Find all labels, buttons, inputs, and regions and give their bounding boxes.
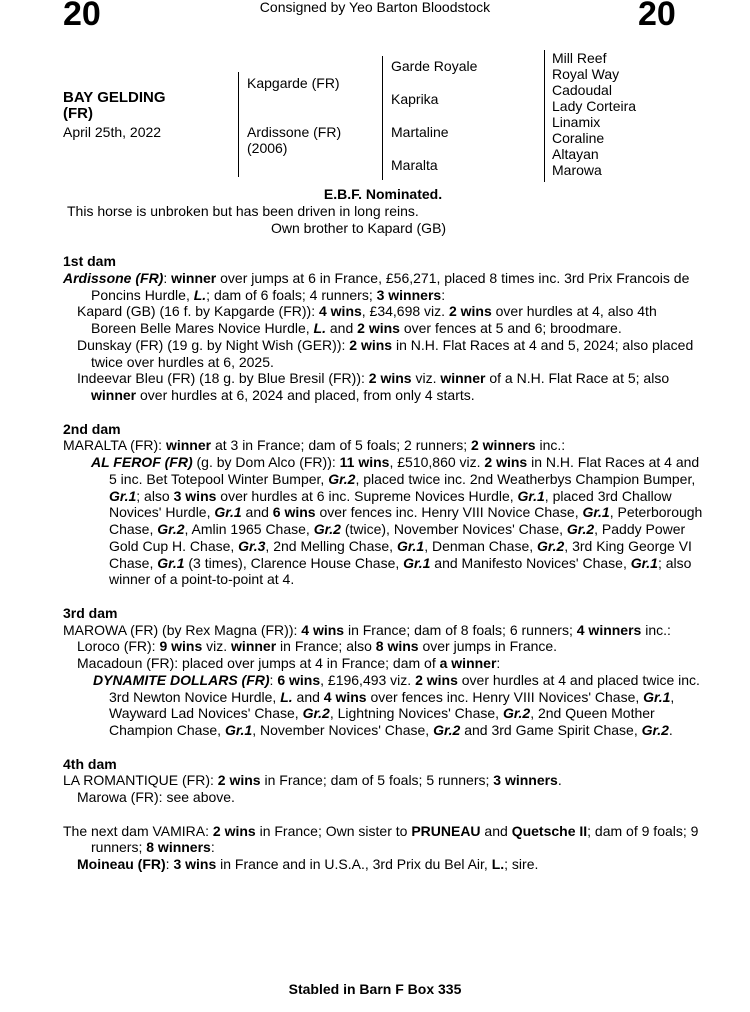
third-dam-paragraph: MAROWA (FR) (by Rex Magna (FR)): 4 wins in France; dam of 8 foals; 6 runners; 4 winners inc.: — [63, 621, 671, 638]
pedigree-great-grandparents — [552, 50, 636, 178]
pedigree-divider — [544, 50, 545, 182]
pedigree-sire: Kapgarde (FR) — [247, 75, 340, 91]
pedigree-ancestor: Coraline — [552, 130, 605, 146]
produce-record: Moineau (FR): 3 wins in France and in U.S.A., 3rd Prix du Bel Air, L.; sire. — [77, 856, 539, 872]
pedigree-dam-year: (2006) — [247, 140, 288, 156]
produce-record: Marowa (FR): see above. — [77, 789, 235, 805]
third-dam-heading: 3rd dam — [63, 604, 118, 621]
fourth-dam-heading: 4th dam — [63, 755, 117, 772]
pedigree-grandparent: Martaline — [391, 124, 449, 140]
ebf-note: E.B.F. Nominated. — [323, 186, 443, 202]
stabling-note: Stabled in Barn F Box 335 — [288, 981, 462, 997]
consignor: Consigned by Yeo Barton Bloodstock — [259, 0, 491, 15]
second-dam-paragraph: MARALTA (FR): winner at 3 in France; dam of 5 foals; 2 runners; 2 winners inc.: — [63, 437, 566, 454]
produce-record: Kapard (GB) (16 f. by Kapgarde (FR)): 4 wins, £34,698 viz. 2 wins over hurdles at 4, also 4th Boreen Belle Mares Novice Hurdle, L. and 2 wins over fences at 5 and 6; broodmare. — [77, 303, 657, 336]
pedigree-grandparent: Maralta — [391, 157, 438, 173]
pedigree-grandparent: Kaprika — [391, 91, 439, 107]
next-dam-paragraph: The next dam VAMIRA: 2 wins in France; Own sister to PRUNEAU and Quetsche II; dam of 9 foals; 9 runners; 8 winners: — [63, 822, 699, 856]
pedigree-ancestor: Linamix — [552, 114, 601, 130]
pedigree-ancestor: Royal Way — [552, 66, 620, 82]
pedigree-ancestor: Cadoudal — [552, 82, 612, 98]
lot-number-left: 20 — [63, 0, 101, 33]
unbroken-note: This horse is unbroken but has been driven in long reins. — [67, 202, 419, 219]
produce-record: Loroco (FR): 9 wins viz. winner in France; also 8 wins over jumps in France. — [77, 638, 558, 655]
brother-note: Own brother to Kapard (GB) — [271, 219, 447, 236]
produce-record: Dunskay (FR) (19 g. by Night Wish (GER)): 2 wins in N.H. Flat Races at 4 and 5, 2024; also placed twice over hurdles at 6, 2025. — [77, 336, 694, 370]
fourth-dam-paragraph: LA ROMANTIQUE (FR): 2 wins in France; dam of 5 foals; 5 runners; 3 winners. — [63, 772, 562, 789]
produce-record: DYNAMITE DOLLARS (FR): 6 wins, £196,493 viz. 2 wins over hurdles at 4 and placed twice inc. 3rd Newton Novice Hurdle, L. and 4 wins over fences inc. Henry VIII Novices' Chase, Gr.1, Wayward Lad Novices' Chase, Gr.2, Lightning Novices' Chase, Gr.2, 2nd Queen Mother Champion Chase, Gr.1, November Novices' Chase, Gr.2 and 3rd Game Spirit Chase, Gr.2. — [93, 671, 700, 738]
lot-number-right: 20 — [638, 0, 676, 33]
pedigree-ancestor: Mill Reef — [552, 50, 607, 66]
first-dam-paragraph: Ardissone (FR): winner over jumps at 6 in France, £56,271, placed 8 times inc. 3rd Prix Francois de Poncins Hurdle, L.; dam of 6 foals; 4 runners; 3 winners: — [63, 269, 690, 303]
produce-record: AL FEROF (FR) (g. by Dom Alco (FR)): 11 wins, £510,860 viz. 2 wins in N.H. Flat Races at 4 and 5 inc. Bet Totepool Winter Bumper, Gr.2, placed twice inc. 2nd Weatherbys Champion Bumper, Gr.1; also 3 wins over hurdles at 6 inc. Supreme Novices Hurdle, Gr.1, placed 3rd Challow Novices' Hurdle, Gr.1 and 6 wins over fences inc. Henry VIII Novice Chase, Gr.1, Peterborough Chase, Gr.2, Amlin 1965 Chase, Gr.2 (twice), November Novices' Chase, Gr.2, Paddy Power Gold Cup H. Chase, Gr.3, 2nd Melling Chase, Gr.1, Denman Chase, Gr.2, 3rd King George VI Chase, Gr.1 (3 times), Clarence House Chase, Gr.1 and Manifesto Novices' Chase, Gr.1; also winner of a point-to-point at 4. — [91, 454, 703, 588]
pedigree-grandparent: Garde Royale — [391, 58, 478, 74]
produce-record: Macadoun (FR): placed over jumps at 4 in France; dam of a winner: — [77, 655, 501, 671]
second-dam-heading: 2nd dam — [63, 420, 121, 437]
horse-description — [63, 90, 166, 122]
foaling-date: April 25th, 2022 — [63, 124, 162, 140]
sex-origin: (FR) — [63, 105, 93, 122]
pedigree-divider — [382, 56, 383, 180]
pedigree-divider — [238, 72, 239, 177]
pedigree-ancestor: Marowa — [552, 162, 602, 178]
pedigree-dam: Ardissone (FR) — [247, 124, 342, 140]
pedigree-ancestor: Altayan — [552, 146, 599, 162]
sex-line: BAY GELDING — [63, 89, 166, 106]
pedigree-ancestor: Lady Corteira — [552, 98, 637, 114]
first-dam-heading: 1st dam — [63, 253, 116, 269]
produce-record: Indeevar Bleu (FR) (18 g. by Blue Bresil (FR)): 2 wins viz. winner of a N.H. Flat Race at 5; also winner over hurdles at 6, 2024 and placed, from only 4 starts. — [77, 370, 670, 403]
catalogue-page-body — [63, 186, 703, 873]
